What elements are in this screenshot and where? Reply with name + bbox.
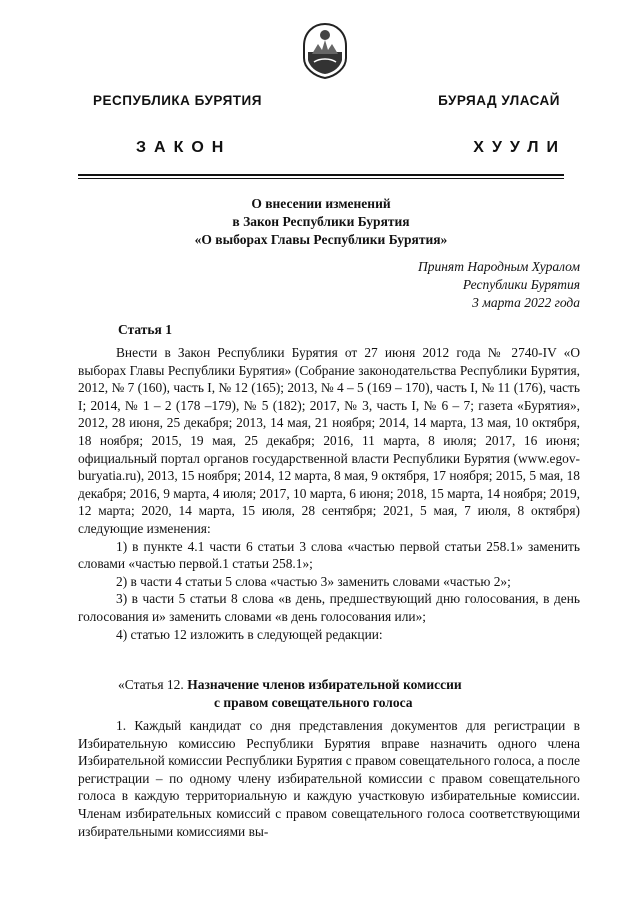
article12-heading (118, 676, 558, 712)
law-title-line: «О выборах Главы Республики Бурятия» (194, 232, 448, 247)
article12-title-cont: с правом совещательного голоса (214, 695, 413, 710)
adoption-date: 3 марта 2022 года (472, 295, 580, 310)
article12-prefix: «Статья 12. (118, 677, 184, 692)
header-divider-thin (78, 178, 564, 179)
law-label-right: ХУУЛИ (473, 139, 566, 156)
paragraph: 2) в части 4 статьи 5 слова «частью 3» заменить словами «частью 2»; (116, 573, 511, 589)
law-label-left: ЗАКОН (136, 139, 232, 156)
article-heading: Статья 1 (118, 322, 172, 337)
header-right: БУРЯАД УЛАСАЙ (438, 93, 560, 108)
header-left: РЕСПУБЛИКА БУРЯТИЯ (93, 93, 262, 108)
paragraph: 4) статью 12 изложить в следующей редакции: (116, 626, 383, 642)
paragraph: Внести в Закон Республики Бурятия от 27 июня 2012 года № 2740-IV «О выборах Главы Республики Бурятия» (Собрание законодательства Республики Бурятия, 2012, № 7 (160), часть I, № 12 (165); 2013, № 4 – 5 (169 – 170), часть I, № 11 (176), часть I; 2014, № 1 – 2 (178 –179), № 5 (182); 2017, № 3, часть I, № 6 – 7; газета «Бурятия», 2012, 28 июня, 25 декабря; 2013, 14 мая, 21 ноября; 2014, 14 марта, 13 мая, 10 октября, 18 ноября; 2015, 19 мая, 25 декабря; 2016, 11 марта, 8 июля; 2017, 16 июня; официальный портал органов государственной власти Республики Бурятия (www.egov-buryatia.ru), 2013, 15 ноября; 2014, 12 марта, 8 мая, 9 октября, 17 ноября; 2015, 5 мая, 18 декабря; 2016, 9 марта, 4 июля; 2017, 10 марта, 6 июня; 2018, 15 марта, 14 ноября; 2019, 12 марта; 2020, 14 марта, 15 июля, 28 сентября; 2021, 5 мая, 7 июля, 8 октября) следующие изменения: (78, 345, 580, 536)
law-title (78, 195, 564, 249)
header-divider (78, 174, 564, 176)
adoption-line: Принят Народным Хуралом (417, 259, 580, 274)
law-title-line: О внесении изменений (251, 196, 391, 211)
adoption-note (418, 258, 580, 312)
article12-title: Назначение членов избирательной комиссии (187, 677, 462, 692)
article-body (78, 344, 580, 643)
adoption-line: Республики Бурятия (462, 277, 580, 292)
paragraph: 1) в пункте 4.1 части 6 статьи 3 слова «частью первой статьи 258.1» заменить словами «частью первой.1 статьи 258.1»; (78, 538, 580, 572)
paragraph: 1. Каждый кандидат со дня представления документов для регистрации в Избирательную комиссию Республики Бурятия вправе назначить одного члена Избирательной комиссии Республики Бурятия с правом совещательного голоса, а после регистрации – по одному члену избирательной комиссии с правом совещательного голоса в каждую территориальную и каждую участковую избирательные комиссии. Членам избирательных комиссий с правом совещательного голоса соответствующими избирательными комиссиями вы- (78, 718, 580, 839)
article12-body (78, 717, 580, 840)
law-title-line: в Закон Республики Бурятия (232, 214, 410, 229)
republic-emblem-icon (302, 22, 348, 80)
paragraph: 3) в части 5 статьи 8 слова «в день, предшествующий дню голосования, в день голосования и» заменить словами «в день голосования или»; (78, 591, 580, 624)
